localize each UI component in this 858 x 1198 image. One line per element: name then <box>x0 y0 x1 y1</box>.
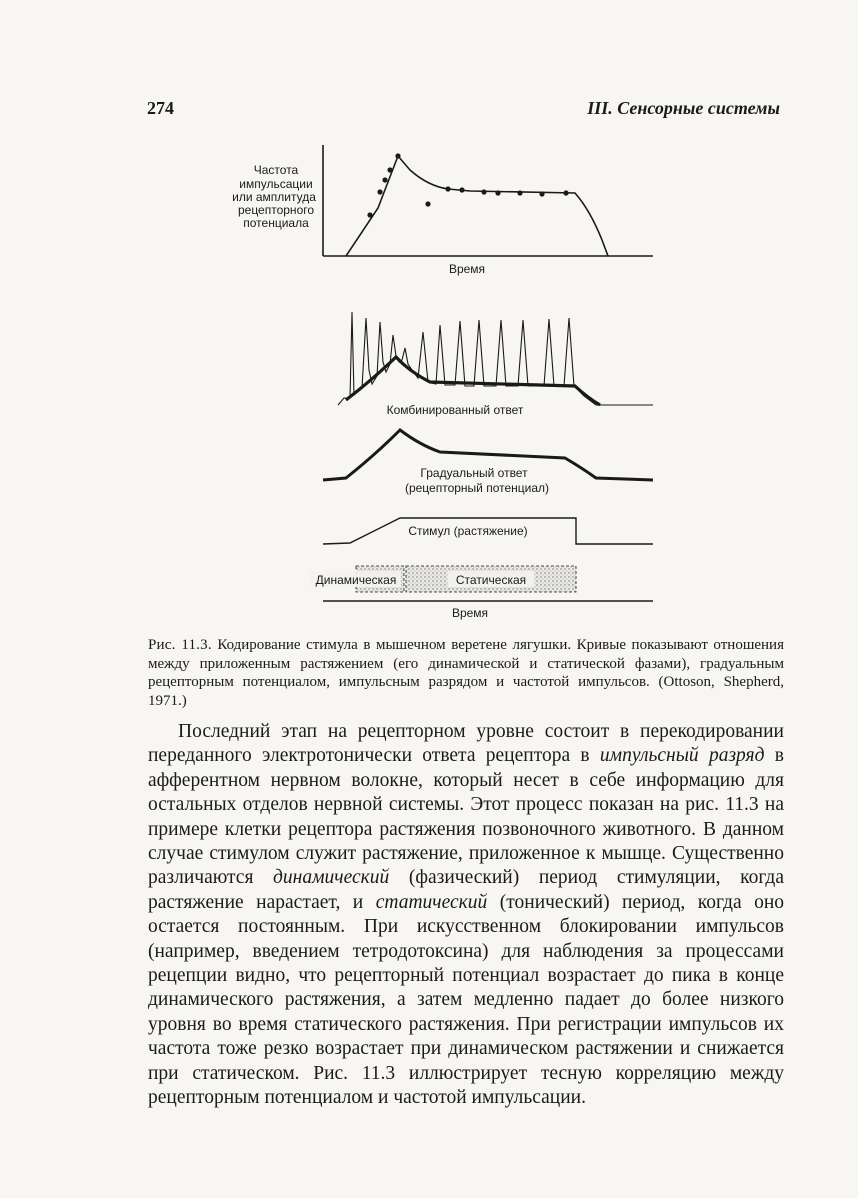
top-plot-ylabel-3: или амплитуда <box>232 190 316 204</box>
body-text-part-3: (фазический) период стимуляции, когда растяжение нарастает, и <box>148 867 784 913</box>
term-impulse-discharge: импульсный разряд <box>599 745 765 767</box>
graded-trace <box>323 430 653 495</box>
body-text-part-1: Последний этап на рецепторном уровне состоит в перекодировании переданного электротонически ответа рецептора в <box>148 721 784 767</box>
dynamic-phase-label: Динамическая <box>315 573 397 587</box>
running-header: III. Сенсорные системы <box>587 98 780 118</box>
page-number: 274 <box>147 98 174 118</box>
top-plot-ylabel-1: Частота <box>253 163 299 177</box>
stimulus-label: Стимул (растяжение) <box>408 524 528 538</box>
term-static: статический <box>375 891 488 913</box>
graded-label-1: Градуальный ответ <box>420 466 528 480</box>
top-plot-curve <box>346 156 608 256</box>
caption-text: Кодирование стимула в мышечном веретене лягушки. Кривые показывают отношения между приложенным растяжением (его динамической и статической фазами), градуальным рецепторным потенциалом, импульсным разрядом и частотой импульсов. (Ottoson, Shepherd, 1971.) <box>148 637 784 709</box>
figure-caption <box>148 636 784 710</box>
phase-bars <box>309 566 576 592</box>
graded-label-2: (рецепторный потенциал) <box>404 481 550 495</box>
stimulus-trace <box>323 518 653 544</box>
top-plot-xlabel: Время <box>448 262 486 276</box>
bottom-time-label: Время <box>451 606 489 620</box>
combined-trace <box>338 312 653 417</box>
caption-label: Рис. 11.3. <box>148 637 212 653</box>
top-plot-ylabel-2: импульсации <box>239 177 313 191</box>
body-paragraph <box>148 720 784 1111</box>
top-plot-ylabel-5: потенциала <box>243 216 309 230</box>
term-dynamic: динамический <box>273 867 390 889</box>
combined-label: Комбинированный ответ <box>386 403 524 417</box>
top-plot-ylabel-4: рецепторного <box>237 203 315 217</box>
static-phase-label: Статическая <box>455 573 527 587</box>
combined-spikes <box>338 312 653 405</box>
body-text-part-4: (тонический) период, когда оно остается постоянным. При искусственном блокировании импульсов (например, введением тетродотоксина) для наблюдения за процессами рецепции видно, что рецепторный потенциал возрастает до пика в конце динамического растяжения, а затем медленно падает до более низкого уровня во время статического растяжения. При регистрации импульсов их частота тоже резко возрастает при динамическом растяжении и снижается при статическом. Рис. 11.3 иллюстрирует тесную корреляцию между рецепторным потенциалом и частотой импульсации. <box>148 891 785 1109</box>
top-plot <box>232 145 653 276</box>
top-plot-data-points <box>367 153 568 217</box>
body-text-part-2: в афферентном нервном волокне, который несет в себе информацию для остальных отделов нервной системы. Этот процесс показан на рис. 11.3 на примере клетки рецептора растяжения позвоночного животного. В данном случае стимулом служит растяжение, приложенное к мышце. Существенно различаются <box>148 745 784 889</box>
